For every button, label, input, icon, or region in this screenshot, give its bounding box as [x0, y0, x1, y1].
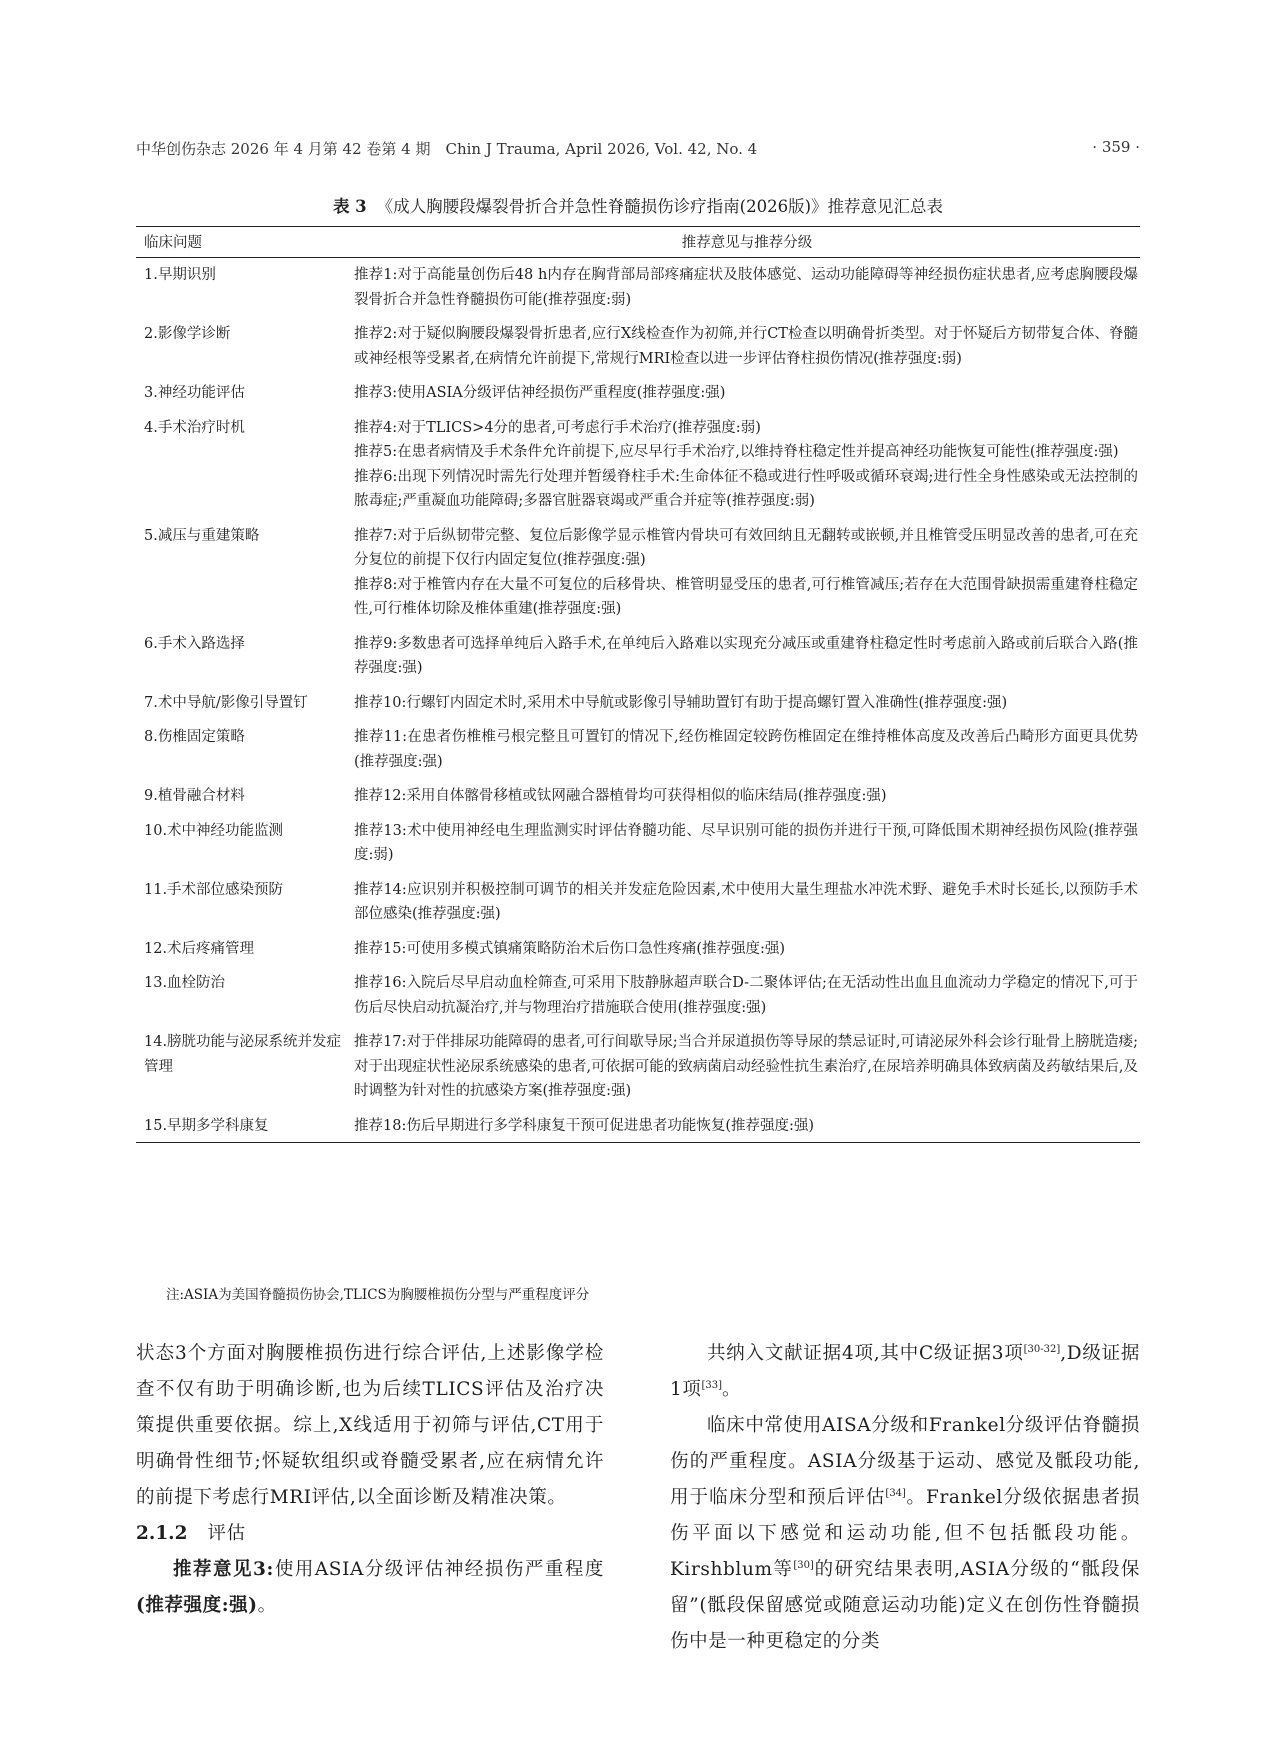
column-header-recommendation: 推荐意见与推荐分级	[354, 227, 1140, 258]
recommendation-text: 推荐14:应识别并积极控制可调节的相关并发症危险因素,术中使用大量生理盐水冲洗术野、避免手术时长延长,以预防手术部位感染(推荐强度:强)	[354, 881, 1138, 922]
column-header-question: 临床问题	[136, 227, 354, 258]
recommendation-cell	[354, 868, 1140, 927]
table-row	[136, 371, 1140, 406]
recommendation-text: 推荐15:可使用多模式镇痛策略防治术后伤口急性疼痛(推荐强度:强)	[354, 940, 786, 957]
table-row	[136, 1020, 1140, 1104]
recommendation-cell	[354, 715, 1140, 774]
recommendation-cell	[354, 258, 1140, 313]
citation-ref: [30-32]	[1023, 1343, 1061, 1355]
recommendation-cell	[354, 961, 1140, 1020]
table-row	[136, 927, 1140, 962]
section-heading	[136, 1516, 604, 1552]
evidence-paragraph	[670, 1336, 1140, 1408]
section-title: 评估	[207, 1523, 246, 1544]
clinical-question: 3.神经功能评估	[144, 385, 245, 401]
clinical-question: 4.手术治疗时机	[144, 419, 245, 436]
body-paragraph: 状态3个方面对胸腰椎损伤进行综合评估,上述影像学检查不仅有助于明确诊断,也为后续TLICS评估及治疗决策提供重要依据。综上,X线适用于初筛与评估,CT用于明确骨性细节;怀疑软组织或脊髓受累者,应在病情允许的前提下考虑行MRI评估,以全面诊断及精准决策。	[136, 1343, 604, 1508]
recommendation-paragraph	[136, 1552, 604, 1624]
recommendation-text: 推荐13:术中使用神经电生理监测实时评估脊髓功能、尽早识别可能的损伤并进行干预,可降低围术期神经损伤风险(推荐强度:弱)	[354, 822, 1138, 863]
page-number: · 359 ·	[1092, 138, 1140, 156]
recommendation-cell	[354, 312, 1140, 371]
table-row	[136, 1104, 1140, 1143]
recommendation-text: 推荐12:采用自体髂骨移植或钛网融合器植骨均可获得相似的临床结局(推荐强度:强)	[354, 788, 887, 804]
table-row	[136, 622, 1140, 681]
clinical-question: 11.手术部位感染预防	[144, 881, 284, 898]
clinical-question: 5.减压与重建策略	[144, 527, 260, 544]
recommendation-text: 推荐10:行螺钉内固定术时,采用术中导航或影像引导辅助置钉有助于提高螺钉置入准确性(推荐强度:强)	[354, 694, 1008, 711]
recommendation-text: 推荐4:对于TLICS>4分的患者,可考虑行手术治疗(推荐强度:弱)	[354, 419, 761, 436]
recommendation-text: 推荐6:出现下列情况时需先行处理并暂缓脊柱手术:生命体征不稳或进行性呼吸或循环衰竭;进行性全身性感染或无法控制的脓毒症;严重凝血功能障碍;多器官脏器衰竭或严重合并症等(推荐强度:弱)	[354, 468, 1138, 509]
recommendation-cell	[354, 406, 1140, 514]
recommendation-cell	[354, 681, 1140, 716]
recommendation-text: 推荐5:在患者病情及手术条件允许前提下,应尽早行手术治疗,以维持脊柱稳定性并提高神经功能恢复可能性(推荐强度:强)	[354, 444, 1119, 460]
clinical-question: 12.术后疼痛管理	[144, 940, 255, 957]
recommendation-text: 推荐7:对于后纵韧带完整、复位后影像学显示椎管内骨块可有效回纳且无翻转或嵌顿,并且椎管受压明显改善的患者,可在充分复位的前提下仅行内固定复位(推荐强度:强)	[354, 527, 1138, 568]
table-row	[136, 809, 1140, 868]
recommendation-text: 推荐3:使用ASIA分级评估神经损伤严重程度(推荐强度:强)	[354, 385, 726, 401]
table-row	[136, 312, 1140, 371]
recommendation-text: 推荐16:入院后尽早启动血栓筛查,可采用下肢静脉超声联合D-二聚体评估;在无活动性出血且血流动力学稳定的情况下,可于伤后尽快启动抗凝治疗,并与物理治疗措施联合使用(推荐强度:强)	[354, 975, 1138, 1016]
recommendation-cell	[354, 774, 1140, 809]
clinical-question: 6.手术入路选择	[144, 635, 245, 652]
recommendation-cell	[354, 514, 1140, 622]
clinical-question: 1.早期识别	[144, 267, 216, 283]
citation-ref: [33]	[701, 1379, 723, 1391]
table-row	[136, 406, 1140, 514]
recommendation-text: 推荐1:对于高能量创伤后48 h内存在胸背部局部疼痛症状及肢体感觉、运动功能障碍等神经损伤症状患者,应考虑胸腰段爆裂骨折合并急性脊髓损伤可能(推荐强度:弱)	[354, 267, 1138, 308]
recommendation-text: 推荐2:对于疑似胸腰段爆裂骨折患者,应行X线检查作为初筛,并行CT检查以明确骨折类型。对于怀疑后方韧带复合体、脊髓或神经根等受累者,在病情允许前提下,常规行MRI检查以进一步评估脊柱损伤情况(推荐强度:弱)	[354, 326, 1138, 367]
table-header-row	[136, 227, 1140, 258]
recommendation-cell	[354, 809, 1140, 868]
text-run: 共纳入文献证据4项,其中C级证据3项	[707, 1343, 1024, 1364]
section-number: 2.1.2	[136, 1523, 188, 1544]
table-row	[136, 258, 1140, 313]
recommendation-text: 推荐8:对于椎管内存在大量不可复位的后移骨块、椎管明显受压的患者,可行椎管减压;若存在大范围骨缺损需重建脊柱稳定性,可行椎体切除及椎体重建(推荐强度:强)	[354, 576, 1138, 617]
table-row	[136, 961, 1140, 1020]
table-row	[136, 868, 1140, 927]
text-run: 。	[722, 1379, 742, 1400]
clinical-question: 9.植骨融合材料	[144, 788, 245, 804]
clinical-question: 14.膀胱功能与泌尿系统并发症管理	[144, 1034, 342, 1075]
recommendation-strength: (推荐强度:强)	[136, 1595, 258, 1616]
table-number: 表 3	[332, 197, 367, 216]
recommendation-label: 推荐意见3:	[173, 1559, 274, 1580]
citation-ref: [34]	[885, 1487, 906, 1499]
text-run: ,D级证据1项	[670, 1343, 1140, 1400]
citation-ref: [30]	[793, 1559, 814, 1571]
clinical-question: 2.影像学诊断	[144, 326, 231, 342]
table-row	[136, 681, 1140, 716]
clinical-question: 13.血栓防治	[144, 975, 226, 991]
recommendation-text: 推荐17:对于伴排尿功能障碍的患者,可行间歇导尿;当合并尿道损伤等导尿的禁忌证时,可请泌尿外科会诊行耻骨上膀胱造瘘;对于出现症状性泌尿系统感染的患者,可依据可能的致病菌启动经验性抗生素治疗,在尿培养明确具体致病菌及药敏结果后,及时调整为针对性的抗感染方案(推荐强度:强)	[354, 1034, 1138, 1099]
body-paragraph	[670, 1408, 1140, 1660]
table-row	[136, 715, 1140, 774]
text-run: 。Frankel分级依据患者损伤平面以下感觉和运动功能,但不包括骶段功能。Kirshblum等	[670, 1487, 1140, 1580]
table-row	[136, 774, 1140, 809]
left-column	[136, 1336, 604, 1624]
table-footnote: 注:ASIA为美国脊髓损伤协会,TLICS为胸腰椎损伤分型与严重程度评分	[166, 1287, 590, 1303]
recommendation-cell	[354, 1104, 1140, 1143]
recommendation-body: 使用ASIA分级评估神经损伤严重程度	[273, 1559, 604, 1580]
recommendation-cell	[354, 927, 1140, 962]
recommendation-text: 推荐9:多数患者可选择单纯后入路手术,在单纯后入路难以实现充分减压或重建脊柱稳定性时考虑前入路或前后联合入路(推荐强度:强)	[354, 635, 1138, 676]
clinical-question: 7.术中导航/影像引导置钉	[144, 694, 308, 711]
recommendation-text: 推荐18:伤后早期进行多学科康复干预可促进患者功能恢复(推荐强度:强)	[354, 1117, 815, 1134]
journal-citation: 中华创伤杂志 2026 年 4 月第 42 卷第 4 期 Chin J Trauma, April 2026, Vol. 42, No. 4	[136, 140, 758, 158]
clinical-question: 15.早期多学科康复	[136, 1104, 354, 1143]
recommendation-cell	[354, 1020, 1140, 1104]
clinical-question: 8.伤椎固定策略	[144, 729, 245, 745]
recommendation-end: 。	[257, 1595, 277, 1616]
table-title: 《成人胸腰段爆裂骨折合并急性脊髓损伤诊疗指南(2026版)》推荐意见汇总表	[376, 197, 944, 216]
recommendation-cell	[354, 371, 1140, 406]
table-row	[136, 514, 1140, 622]
recommendation-cell	[354, 622, 1140, 681]
text-run: 临床中常使用AISA分级和Frankel分级评估脊髓损伤的严重程度。ASIA分级基于运动、感觉及骶段功能,用于临床分型和预后评估	[670, 1415, 1140, 1508]
recommendation-table	[136, 226, 1140, 1143]
text-run: 的研究结果表明,ASIA分级的“骶段保留”(骶段保留感觉或随意运动功能)定义在创伤性脊髓损伤中是一种更稳定的分类	[670, 1559, 1140, 1652]
clinical-question: 10.术中神经功能监测	[144, 822, 284, 839]
table-caption	[136, 193, 1140, 217]
right-column	[670, 1336, 1140, 1660]
recommendation-text: 推荐11:在患者伤椎椎弓根完整且可置钉的情况下,经伤椎固定较跨伤椎固定在维持椎体高度及改善后凸畸形方面更具优势(推荐强度:强)	[354, 729, 1138, 770]
